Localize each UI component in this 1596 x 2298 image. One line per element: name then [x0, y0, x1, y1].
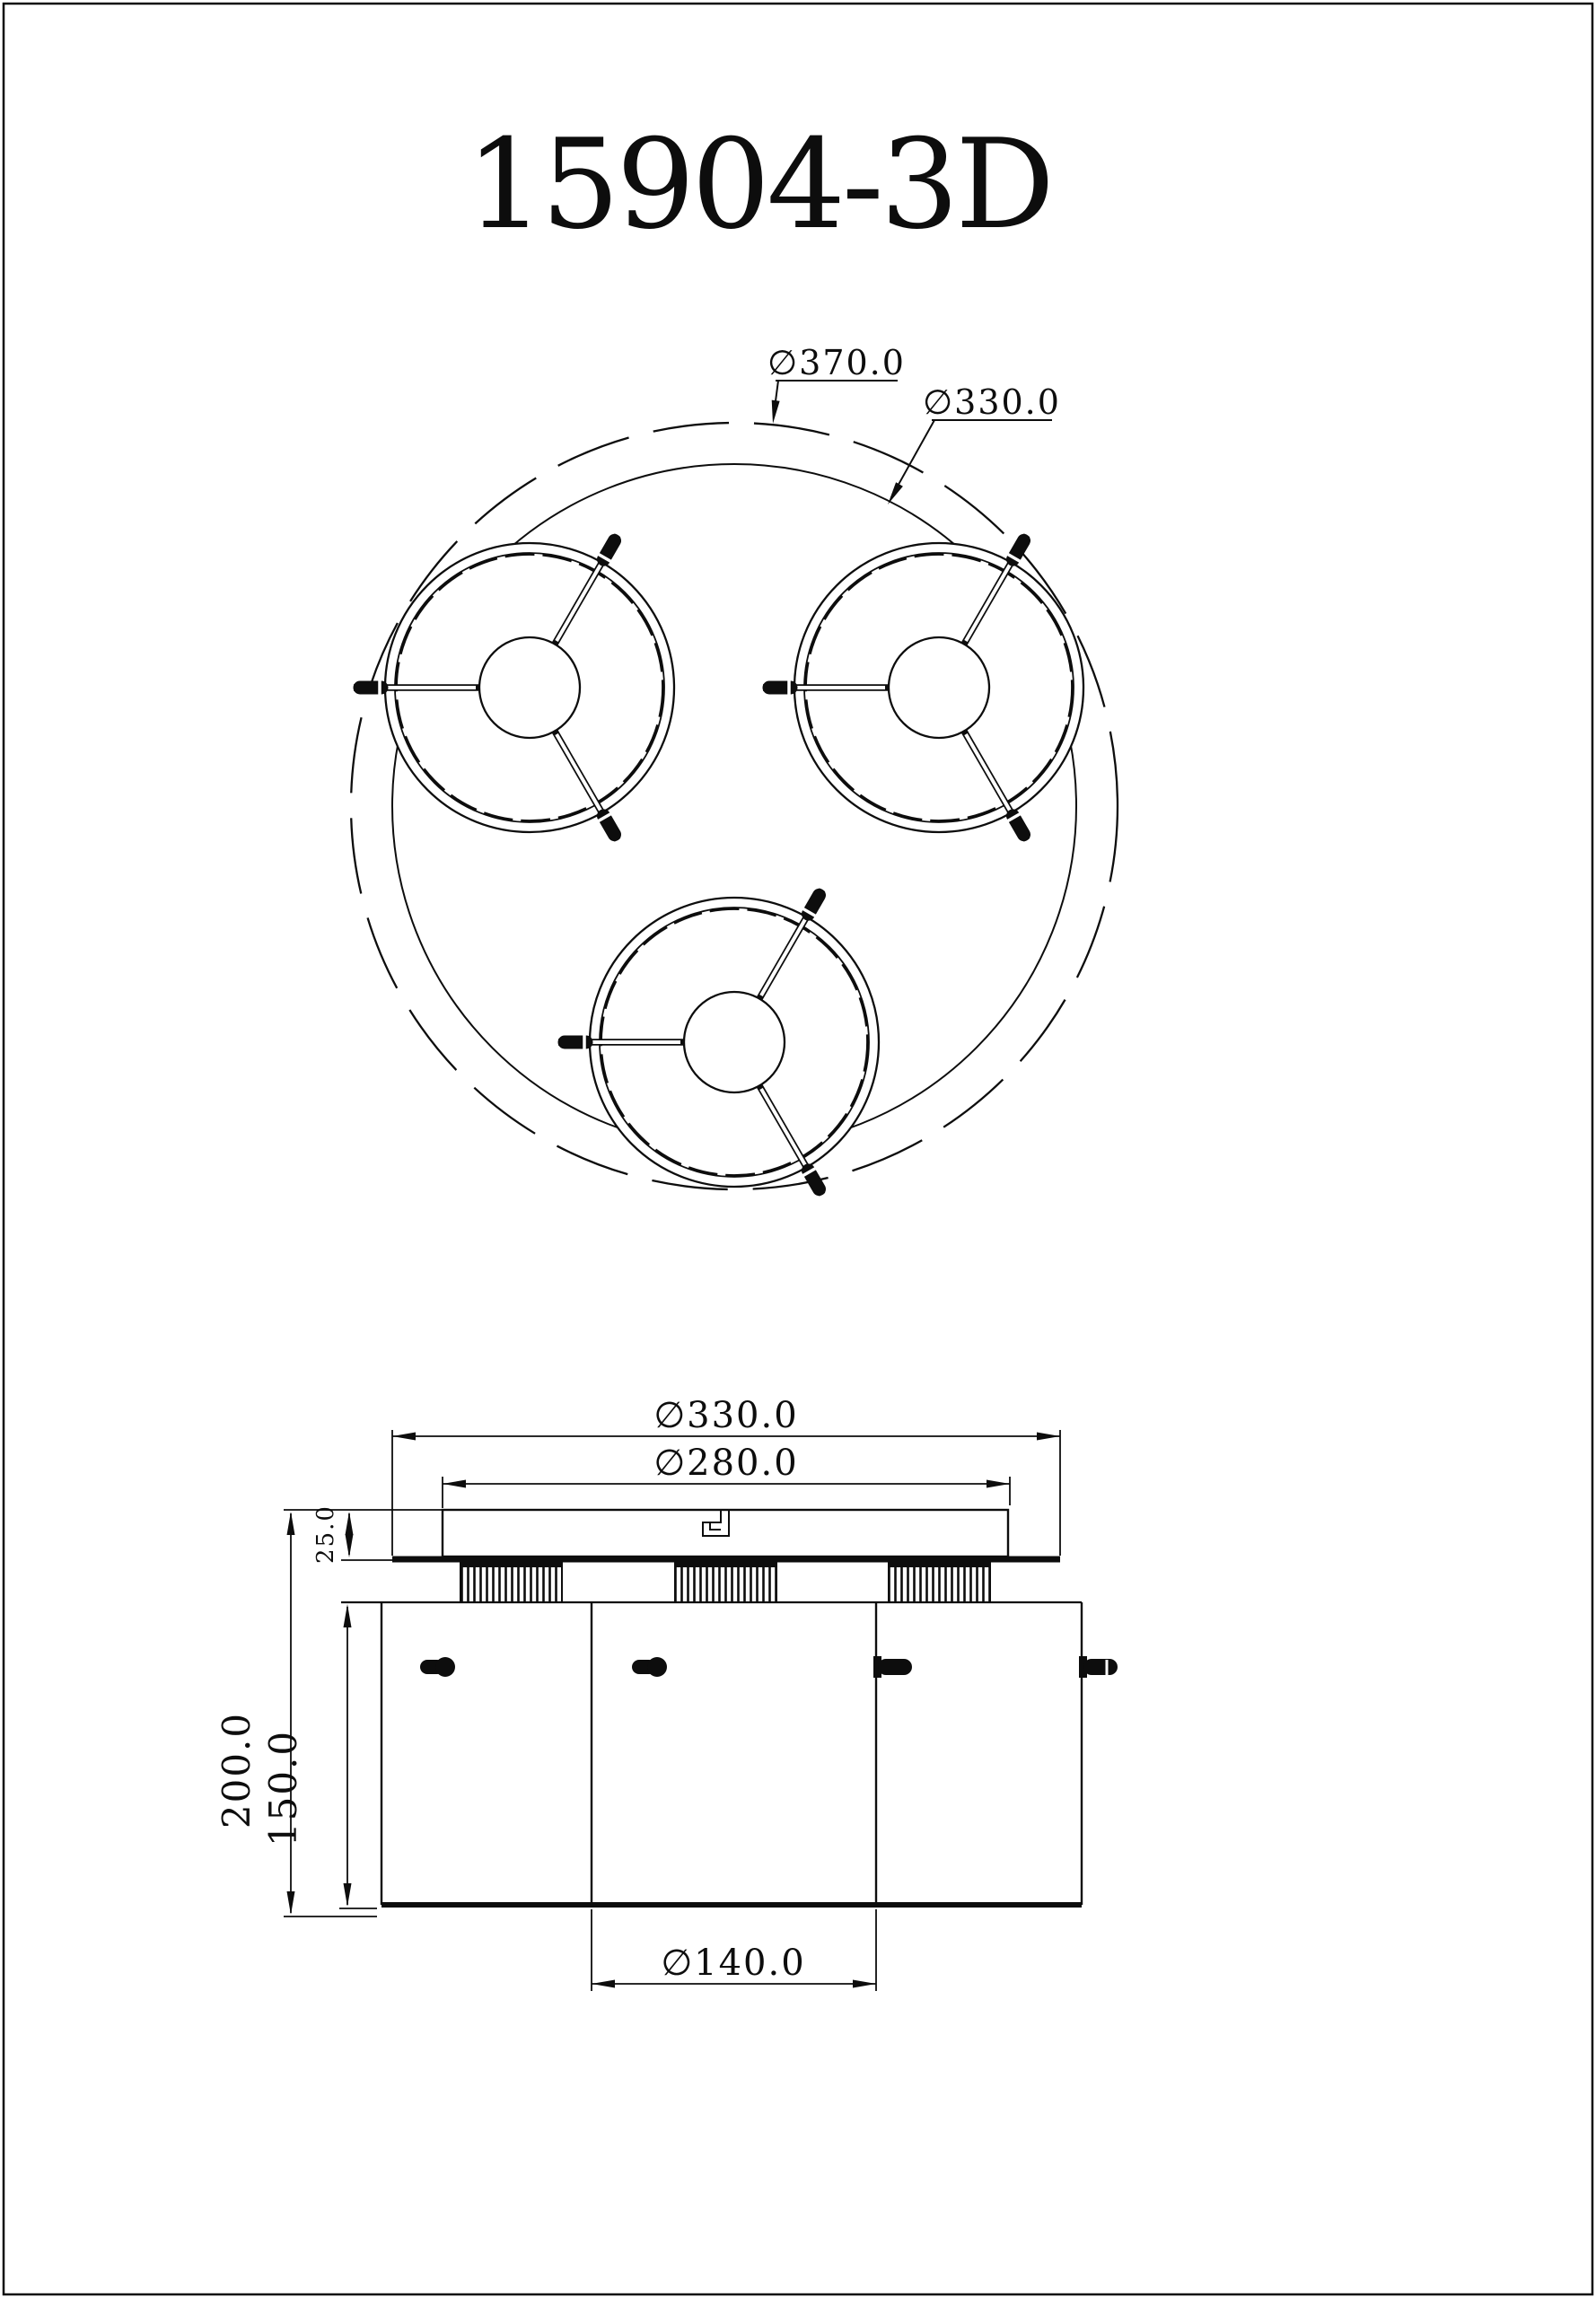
- leader-outer-diameter: [767, 343, 906, 425]
- arrowhead-left: [392, 1433, 416, 1441]
- arrowhead-up: [287, 1512, 295, 1535]
- arrowhead-down: [287, 1891, 295, 1915]
- shade-top-right: [763, 531, 1083, 844]
- total-height-label: 200.0: [215, 1711, 259, 1829]
- dim-canopy-diameter: [443, 1443, 1010, 1508]
- arrowhead-up: [346, 1512, 354, 1535]
- dim-shade-diameter: [592, 1909, 876, 1991]
- leader-arrowhead: [769, 400, 780, 425]
- dim-canopy-height: [284, 1504, 443, 1564]
- arrowhead-up: [344, 1604, 352, 1627]
- side-canopy-diameter-label: ∅280.0: [653, 1443, 799, 1484]
- lamp-holder-left: [460, 1562, 562, 1602]
- arrowhead-left: [443, 1480, 466, 1488]
- arrowhead-right: [853, 1980, 876, 1988]
- shade-row-side-view: [341, 1602, 1118, 1905]
- holder-collar: [460, 1562, 562, 1567]
- side-plate-diameter-label: ∅330.0: [653, 1395, 799, 1436]
- canopy-body: [443, 1510, 1008, 1557]
- shade-screw-knob: [420, 1657, 455, 1677]
- arrowhead-left: [592, 1980, 615, 1988]
- dim-total-height: [215, 1512, 377, 1916]
- drawing-title: 15904-3D: [465, 112, 1052, 257]
- shade-diameter-label: ∅140.0: [661, 1943, 806, 1984]
- shade-height-label: 150.0: [261, 1729, 305, 1847]
- holder-hatch: [889, 1562, 990, 1602]
- top-view: [351, 343, 1118, 1198]
- lamp-holder-middle: [675, 1562, 776, 1602]
- arrowhead-down: [344, 1883, 352, 1907]
- shade-top-left: [354, 531, 674, 844]
- leader-plate-diameter: [884, 382, 1061, 506]
- holder-hatch: [460, 1562, 562, 1602]
- arrowhead-right: [987, 1480, 1010, 1488]
- holder-collar: [675, 1562, 776, 1567]
- dim-shade-height: [261, 1604, 377, 1908]
- top-outer-diameter-label: ∅370.0: [767, 343, 906, 382]
- shade-bottom: [558, 886, 879, 1198]
- arrowhead-right: [1037, 1433, 1060, 1441]
- canopy-height-label: 25.0: [312, 1504, 339, 1564]
- holder-collar: [889, 1562, 990, 1567]
- arrowhead-down: [346, 1534, 354, 1557]
- shade-screw-knob: [1079, 1656, 1118, 1678]
- shade-screw-knob: [873, 1656, 912, 1678]
- lamp-holder-right: [889, 1562, 990, 1602]
- shade-screw-knob: [632, 1657, 667, 1677]
- side-view: [215, 1395, 1118, 1991]
- top-plate-diameter-label: ∅330.0: [923, 382, 1061, 422]
- holder-hatch: [675, 1562, 776, 1602]
